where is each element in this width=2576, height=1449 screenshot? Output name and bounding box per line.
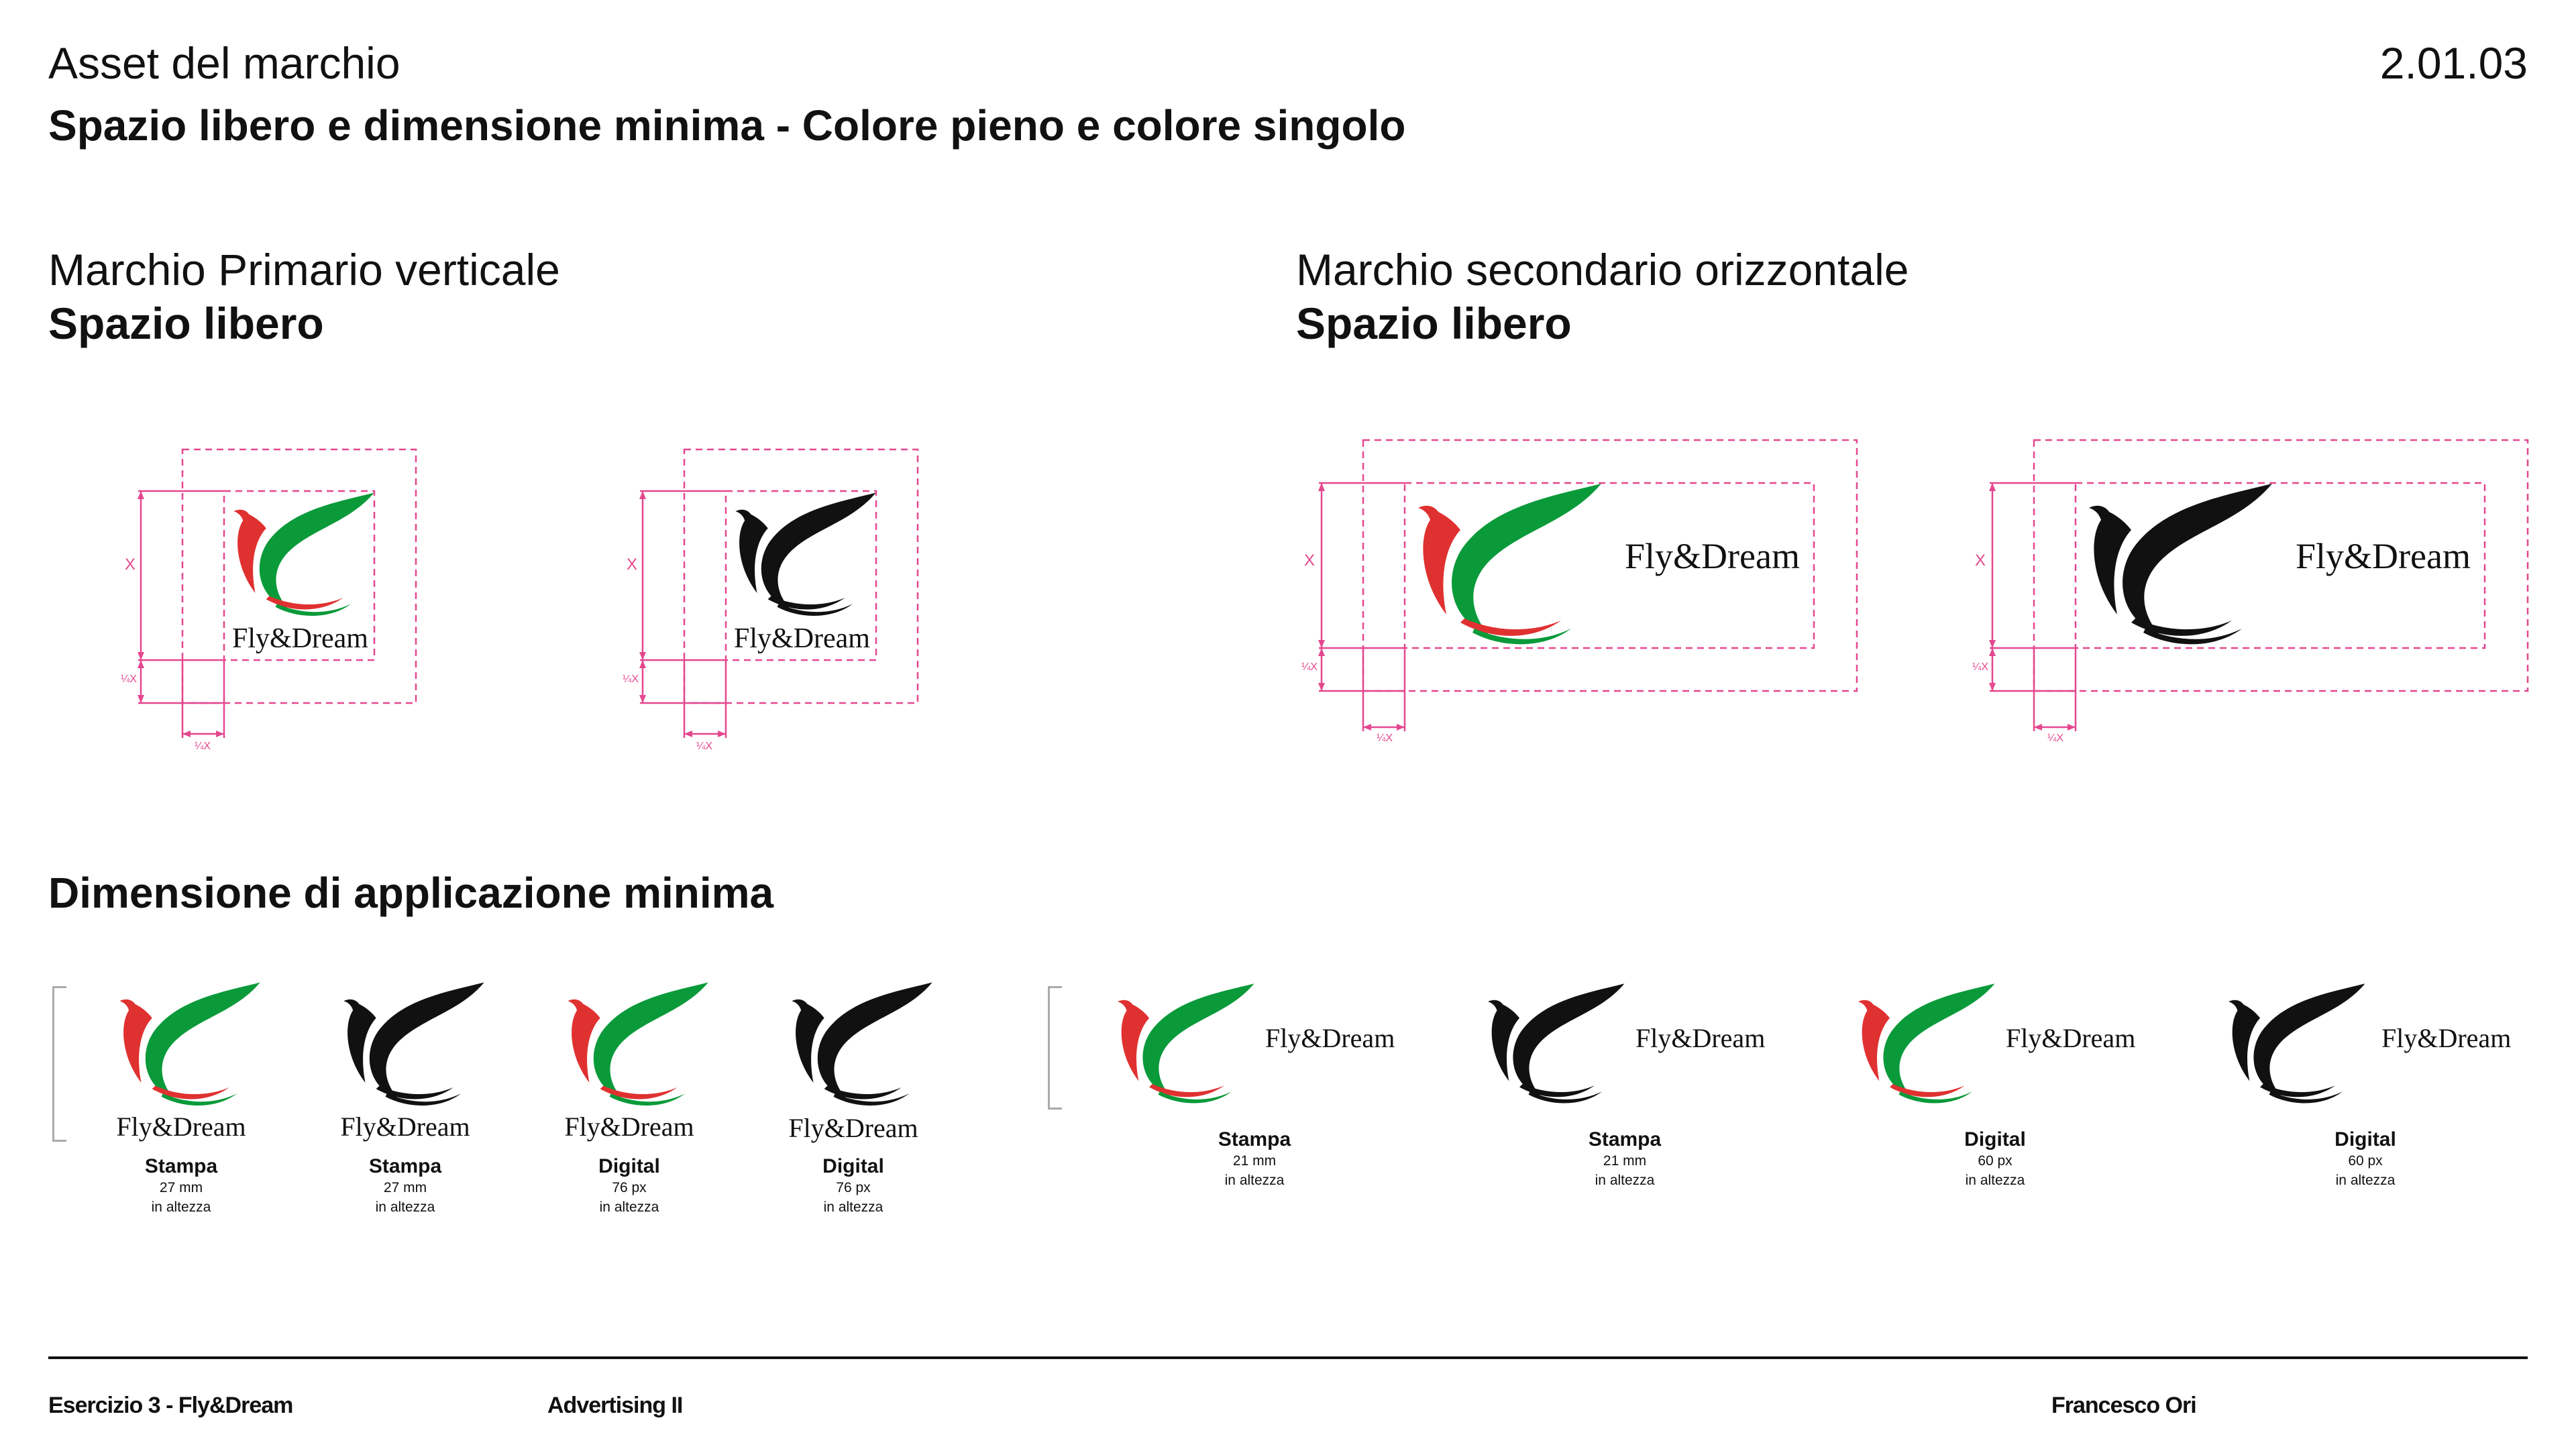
footer-center: Advertising II [547,1393,683,1418]
x-label: X [125,555,136,574]
size-bracket [1048,986,1062,1110]
footer-divider [48,1356,2528,1359]
bird-logo-icon [331,979,486,1114]
quarter-x-label: ¼X [2047,733,2064,744]
bird-logo-icon [1100,982,1261,1110]
min-horizontal-black-stampa [1470,982,1779,1210]
size-note: in altezza [151,1199,211,1215]
quarter-x-label: ¼X [1972,661,1989,673]
quarter-x-label: ¼X [1377,733,1393,744]
logo-wordmark: Fly&Dream [1635,1023,1766,1053]
quarter-x-label: ¼X [696,741,713,752]
quarter-x-label: ¼X [623,674,639,685]
page-title: Spazio libero e dimensione minima - Colore pieno e colore singolo [48,101,1406,150]
clearspace-horizontal-black [1972,435,2536,750]
logo-wordmark: Fly&Dream [2006,1023,2136,1053]
medium-label: Stampa [1588,1128,1662,1150]
quarter-x-label: ¼X [1301,661,1318,673]
medium-label: Stampa [144,1155,218,1177]
size-note: in altezza [1595,1173,1655,1188]
min-vertical-black-digital [739,979,967,1234]
medium-label: Digital [598,1155,660,1177]
logo-wordmark: Fly&Dream [2381,1023,2512,1053]
secondary-section-subtitle: Spazio libero [1296,299,1572,348]
medium-label: Digital [2334,1128,2396,1150]
primary-section-subtitle: Spazio libero [48,299,324,348]
size-value: 60 px [2348,1153,2383,1169]
clearspace-vertical-black [623,443,945,751]
size-note: in altezza [599,1199,659,1215]
size-value: 27 mm [383,1180,427,1195]
size-value: 76 px [612,1180,647,1195]
size-bracket [52,986,66,1142]
medium-label: Digital [822,1155,884,1177]
logo-wordmark: Fly&Dream [116,1112,246,1142]
bird-logo-icon [555,979,710,1114]
size-note: in altezza [1224,1173,1285,1188]
footer-left: Esercizio 3 - Fly&Dream [48,1393,293,1418]
page-number: 2.01.03 [2379,38,2528,88]
bird-logo-icon [723,490,877,624]
size-value: 21 mm [1603,1153,1647,1169]
x-label: X [1975,551,1986,570]
bird-logo-icon [221,490,376,624]
bird-logo-icon [2211,982,2372,1110]
medium-label: Stampa [368,1155,442,1177]
min-vertical-color-stampa [67,979,295,1234]
min-vertical-black-stampa [291,979,519,1234]
clearspace-vertical-color [121,443,443,751]
primary-section-title: Marchio Primario verticale [48,245,560,294]
size-value: 21 mm [1232,1153,1277,1169]
min-horizontal-black-digital [2211,982,2526,1210]
size-note: in altezza [375,1199,435,1215]
quarter-x-label: ¼X [121,674,138,685]
bird-logo-icon [107,979,262,1114]
logo-wordmark: Fly&Dream [734,623,870,654]
min-horizontal-color-digital [1841,982,2149,1210]
size-note: in altezza [823,1199,883,1215]
x-label: X [1304,551,1316,570]
minimum-section-title: Dimensione di applicazione minima [48,869,774,917]
logo-wordmark: Fly&Dream [1625,536,1800,576]
logo-wordmark: Fly&Dream [788,1113,918,1143]
x-label: X [627,555,638,574]
medium-label: Stampa [1218,1128,1291,1150]
secondary-section-title: Marchio secondario orizzontale [1296,245,1909,294]
footer-right: Francesco Ori [2051,1393,2196,1418]
logo-wordmark: Fly&Dream [1265,1023,1395,1053]
size-note: in altezza [1965,1173,2025,1188]
quarter-x-label: ¼X [195,741,211,752]
logo-wordmark: Fly&Dream [2296,536,2471,576]
min-horizontal-color-stampa [1100,982,1409,1210]
bird-logo-icon [780,979,934,1114]
bird-logo-icon [2073,482,2274,653]
bird-logo-icon [1402,482,1603,653]
logo-wordmark: Fly&Dream [232,623,368,654]
size-value: 60 px [1978,1153,2012,1169]
logo-wordmark: Fly&Dream [340,1112,470,1142]
medium-label: Digital [1964,1128,2026,1150]
bird-logo-icon [1841,982,2002,1110]
clearspace-horizontal-color [1301,435,1865,750]
size-note: in altezza [2335,1173,2396,1188]
size-value: 76 px [836,1180,871,1195]
min-vertical-color-digital [515,979,743,1234]
size-value: 27 mm [159,1180,203,1195]
bird-logo-icon [1470,982,1631,1110]
eyebrow: Asset del marchio [48,38,400,88]
logo-wordmark: Fly&Dream [564,1112,694,1142]
